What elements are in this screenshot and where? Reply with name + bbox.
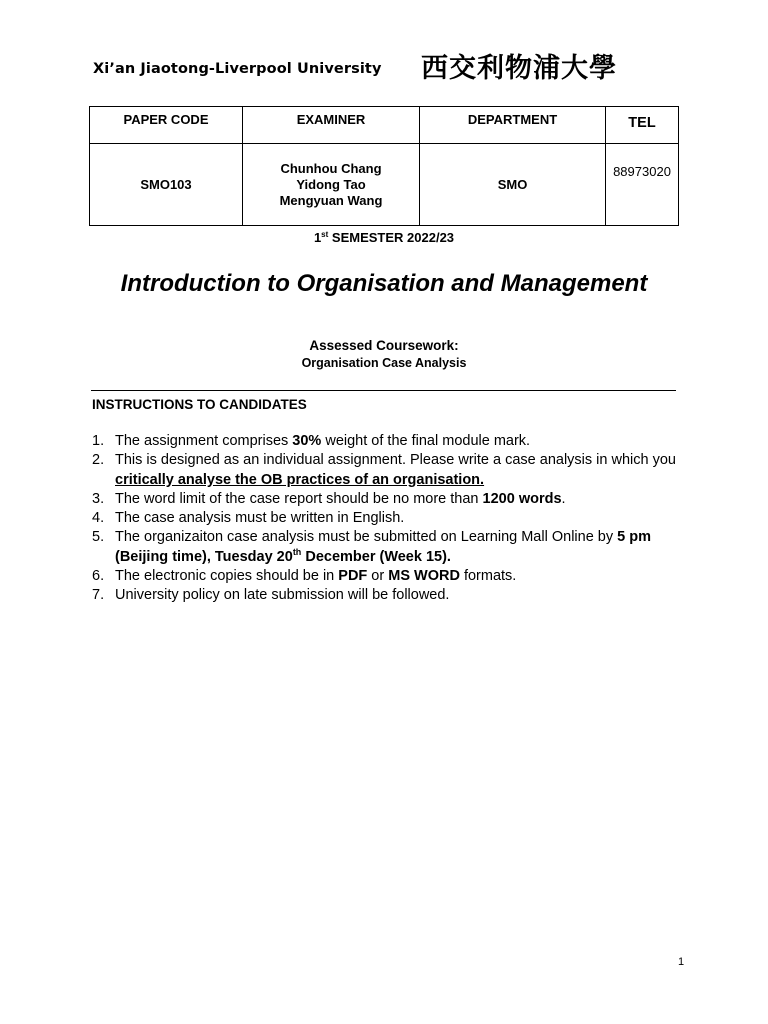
semester-line [0, 230, 768, 245]
examiner-cell [243, 144, 420, 226]
instruction-item [92, 451, 702, 490]
instruction-item [92, 528, 702, 567]
examiner-name: Chunhou Chang [280, 160, 382, 176]
examiner-name: Yidong Tao [296, 176, 366, 192]
instruction-text: PDF [338, 568, 368, 585]
instruction-text: critically analyse the OB practices of an organisation. [115, 471, 485, 488]
semester-ordinal: 1 [313, 230, 322, 245]
instructions-list [92, 432, 702, 606]
coursework-heading: Assessed Coursework: [309, 338, 459, 353]
instruction-text: The electronic copies should be in [115, 568, 339, 585]
instruction-text: 1200 words [482, 490, 562, 507]
instruction-text: th [292, 546, 302, 557]
instruction-number: 2. [92, 452, 105, 469]
tel-header: TEL [606, 107, 679, 144]
instruction-text: The assignment comprises [115, 433, 293, 449]
instruction-number: 5. [92, 529, 105, 546]
examiner-name: Mengyuan Wang [279, 192, 383, 208]
instructions-heading: INSTRUCTIONS TO CANDIDATES [92, 397, 307, 412]
instruction-text: The word limit of the case report should be no more than [115, 490, 483, 507]
table-row [90, 144, 679, 226]
paper-code-header: PAPER CODE [90, 107, 243, 144]
instruction-item [92, 586, 702, 605]
instruction-text: or [367, 568, 389, 585]
examiner-header: EXAMINER [243, 107, 420, 144]
semester-ordinal-suffix: st [321, 230, 329, 239]
module-title: Introduction to Organisation and Management [120, 270, 648, 297]
department-header: DEPARTMENT [420, 107, 606, 144]
page-number: 1 [678, 956, 685, 968]
instruction-item [92, 567, 702, 586]
instruction-text: . [561, 490, 566, 507]
instruction-text: 5 pm (Beijing time), Tuesday 20 [115, 529, 651, 565]
paper-info-table [89, 106, 679, 226]
instruction-text: This is designed as an individual assignment. Please write a case analysis in which you [115, 452, 676, 469]
instruction-text: The case analysis must be written in English. [115, 510, 405, 527]
instruction-text: MS WORD [388, 568, 460, 585]
instruction-text: 30% [292, 433, 322, 449]
tel-cell: 88973020 [606, 144, 679, 226]
university-name: Xi’an Jiaotong-Liverpool University [93, 61, 382, 77]
instruction-item [92, 432, 702, 451]
coursework-subheading: Organisation Case Analysis [301, 356, 467, 370]
instruction-number: 7. [92, 587, 105, 604]
instruction-number: 1. [92, 433, 105, 449]
instruction-text: formats. [459, 568, 517, 585]
instruction-number: 4. [92, 510, 105, 527]
instruction-number: 3. [92, 490, 105, 507]
semester-text: SEMESTER 2022/23 [331, 230, 455, 245]
instruction-text: The organizaiton case analysis must be submitted on Learning Mall Online by [115, 529, 618, 546]
instruction-text: weight of the final module mark. [321, 433, 531, 449]
department-cell: SMO [420, 144, 606, 226]
instruction-item [92, 509, 702, 528]
university-logo: 西交利物浦大學 [421, 53, 617, 84]
paper-code-cell: SMO103 [90, 144, 243, 226]
instruction-text: University policy on late submission will be followed. [115, 587, 450, 604]
table-header-row [90, 107, 679, 144]
instruction-text: December (Week 15). [301, 548, 451, 565]
horizontal-divider [91, 390, 676, 391]
instruction-number: 6. [92, 568, 105, 585]
instruction-item [92, 490, 702, 509]
document-header [93, 53, 653, 92]
